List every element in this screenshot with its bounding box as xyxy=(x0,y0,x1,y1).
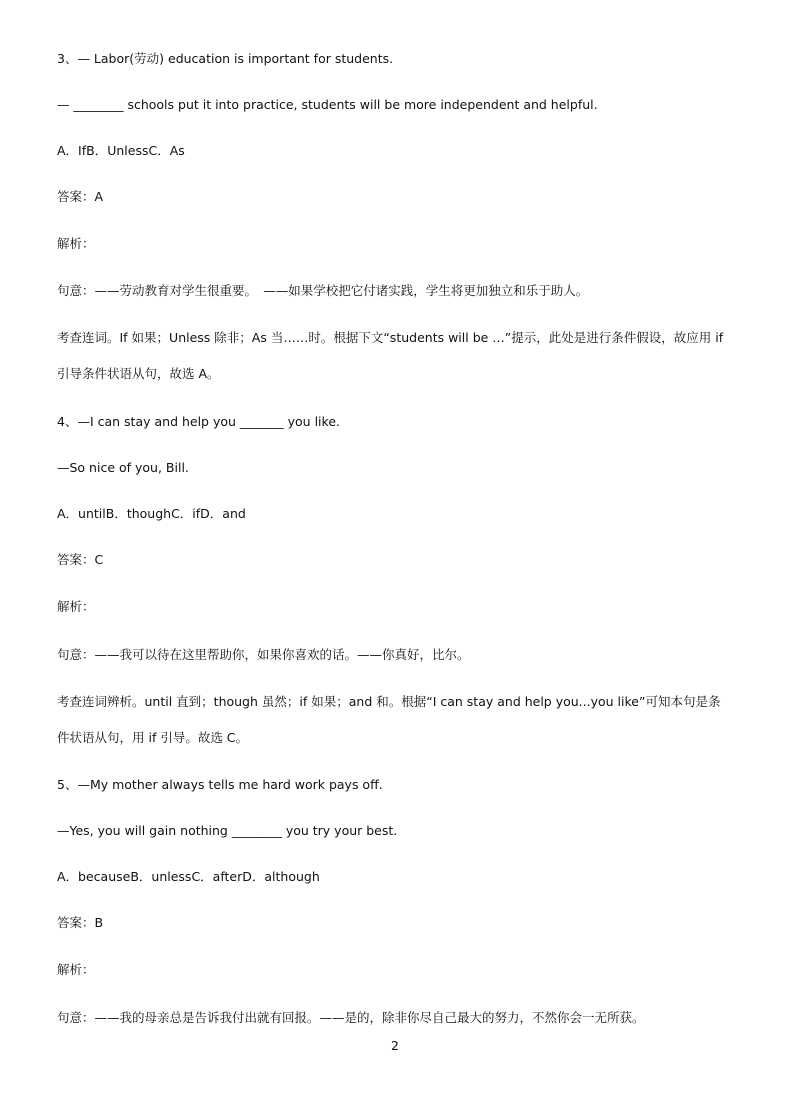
question-4-answer: 答案：C xyxy=(57,552,104,567)
question-4-prompt: —So nice of you, Bill. xyxy=(57,460,189,475)
question-3-options: A．IfB．UnlessC．As xyxy=(57,143,185,158)
question-4-options: A．untilB．thoughC．ifD．and xyxy=(57,506,246,521)
question-4-translation: 句意：——我可以待在这里帮助你，如果你喜欢的话。——你真好，比尔。 xyxy=(57,647,470,662)
question-3-stem: 3、— Labor(劳动) education is important for students. xyxy=(57,51,394,66)
question-5-options: A．becauseB．unlessC．afterD．although xyxy=(57,869,320,884)
question-3-analysis-label: 解析： xyxy=(57,236,95,251)
question-3-prompt: — ________ schools put it into practice, students will be more independent and helpful. xyxy=(57,97,598,112)
question-3-translation: 句意：——劳动教育对学生很重要。 ——如果学校把它付诸实践，学生将更加独立和乐于助人。 xyxy=(57,283,589,298)
question-3-explanation: 考查连词。If 如果；Unless 除非；As 当……时。根据下文“students will be …”提示，此处是进行条件假设，故应用 if 引导条件状语从句，故选 A。 xyxy=(57,330,724,381)
page-number: 2 xyxy=(391,1038,399,1053)
question-5-stem: 5、—My mother always tells me hard work pays off. xyxy=(57,777,383,792)
question-4-analysis-label: 解析： xyxy=(57,599,95,614)
question-5-translation: 句意：——我的母亲总是告诉我付出就有回报。——是的，除非你尽自己最大的努力，不然你会一无所获。 xyxy=(57,1010,645,1025)
question-5-analysis-label: 解析： xyxy=(57,962,95,977)
question-5-prompt: —Yes, you will gain nothing ________ you try your best. xyxy=(57,823,398,838)
question-4-stem: 4、—I can stay and help you _______ you like. xyxy=(57,414,340,429)
question-5-answer: 答案：B xyxy=(57,915,104,930)
question-4-explanation: 考查连词辨析。until 直到；though 虽然；if 如果；and 和。根据“I can stay and help you...you like”可知本句是条件状语从句，用 if 引导。故选 C。 xyxy=(57,694,721,745)
question-3-answer: 答案：A xyxy=(57,189,104,204)
